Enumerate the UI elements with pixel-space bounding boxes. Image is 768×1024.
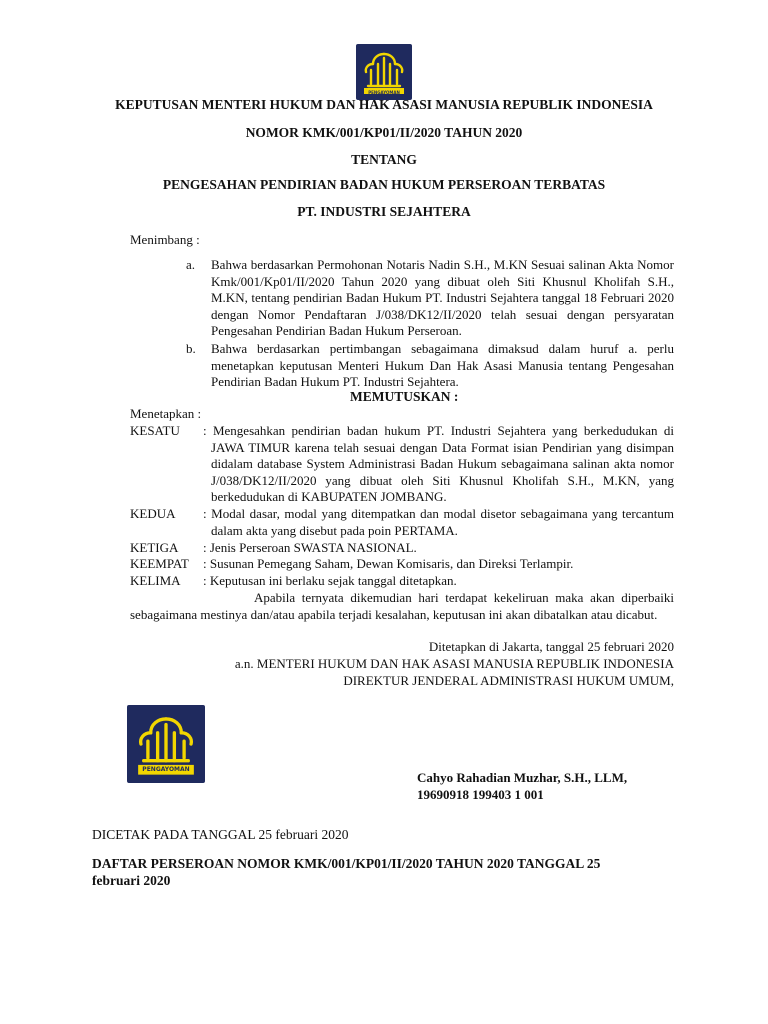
kesatu-text: : Mengesahkan pendirian badan hukum PT. Industri Sejahtera yang berkedudukan di JAWA TIMUR karena telah sesuai dengan Data Format isian Pendirian yang disimpan didalam database System Administrasi Badan Hukum sebagaimana salinan akta nomor J/038/DK12/II/2020 yang dibuat oleh Siti Khusnul Kholifah S.H., M.KN, yang berkedudukan di KABUPATEN JOMBANG. bbox=[203, 423, 674, 504]
kedua-text: : Modal dasar, modal yang ditempatkan dan modal disetor sebagaimana yang tercantum dalam akta yang disebut pada poin PERTAMA. bbox=[203, 506, 674, 538]
place-date: Ditetapkan di Jakarta, tanggal 25 februari 2020 bbox=[428, 639, 674, 654]
memutuskan-heading: MEMUTUSKAN : bbox=[350, 389, 459, 404]
title-line-5: PT. INDUSTRI SEJAHTERA bbox=[297, 204, 471, 219]
emblem-text: PENGAYOMAN bbox=[368, 90, 400, 95]
top-logo bbox=[356, 44, 412, 100]
keempat-label: KEEMPAT bbox=[130, 556, 189, 571]
kelima-text: : Keputusan ini berlaku sejak tanggal ditetapkan. bbox=[203, 573, 457, 588]
signer-nip: 19690918 199403 1 001 bbox=[417, 787, 544, 802]
kesatu-label: KESATU bbox=[130, 423, 180, 438]
title-line-4: PENGESAHAN PENDIRIAN BADAN HUKUM PERSEROAN TERBATAS bbox=[162, 177, 606, 192]
ketiga-text: : Jenis Perseroan SWASTA NASIONAL. bbox=[203, 540, 417, 555]
kedua-label: KEDUA bbox=[130, 506, 176, 521]
keempat-text: : Susunan Pemegang Saham, Dewan Komisaris, dan Direksi Terlampir. bbox=[203, 556, 574, 571]
register-line-1: DAFTAR PERSEROAN NOMOR KMK/001/KP01/II/2020 TAHUN 2020 TANGGAL 25 bbox=[92, 856, 601, 871]
bottom-logo bbox=[127, 705, 205, 783]
title-line-1: KEPUTUSAN MENTERI HUKUM DAN HAK ASASI MANUSIA REPUBLIK INDONESIA bbox=[115, 97, 653, 112]
menimbang-marker-b: b. bbox=[186, 341, 196, 356]
printed-date: DICETAK PADA TANGGAL 25 februari 2020 bbox=[92, 827, 349, 842]
on-behalf: a.n. MENTERI HUKUM DAN HAK ASASI MANUSIA REPUBLIK INDONESIA bbox=[234, 656, 674, 671]
signer-name: Cahyo Rahadian Muzhar, S.H., LLM, bbox=[417, 770, 628, 785]
register-line-2: februari 2020 bbox=[92, 873, 171, 888]
emblem-text: PENGAYOMAN bbox=[142, 766, 190, 773]
title-line-3: TENTANG bbox=[351, 152, 417, 167]
position: DIREKTUR JENDERAL ADMINISTRASI HUKUM UMUM, bbox=[343, 673, 674, 688]
menimbang-item-a: Bahwa berdasarkan Permohonan Notaris Nadin S.H., M.KN Sesuai salinan Akta Nomor Kmk/001/Kp01/II/2020 Tahun 2020 yang dibuat oleh Siti Khusnul Kholifah S.H., M.KN, tentang pendirian Badan Hukum PT. Industri Sejahtera tanggal 18 Februari 2020 dengan Nomor Pendaftaran J/038/DK12/II/2020 telah sesuai dengan persyaratan Pengesahan Pendirian Badan Hukum Perseroan. bbox=[211, 257, 674, 338]
closing-paragraph: Apabila ternyata dikemudian hari terdapat kekeliruan maka akan diperbaiki sebagaimana mestinya dan/atau apabila terjadi kesalahan, keputusan ini akan dibatalkan atau dicabut. bbox=[130, 590, 674, 622]
kelima-label: KELIMA bbox=[130, 573, 181, 588]
title-line-2: NOMOR KMK/001/KP01/II/2020 TAHUN 2020 bbox=[245, 125, 523, 140]
menimbang-marker-a: a. bbox=[186, 257, 196, 272]
menimbang-label: Menimbang : bbox=[130, 232, 200, 247]
ketiga-label: KETIGA bbox=[130, 540, 179, 555]
menimbang-item-b: Bahwa berdasarkan pertimbangan sebagaimana dimaksud dalam huruf a. perlu menetapkan keputusan Menteri Hukum Dan Hak Asasi Manusia tentang Pengesahan Pendirian Badan Hukum PT. Industri Sejahtera. bbox=[211, 341, 674, 389]
menetapkan-label: Menetapkan : bbox=[130, 406, 202, 421]
